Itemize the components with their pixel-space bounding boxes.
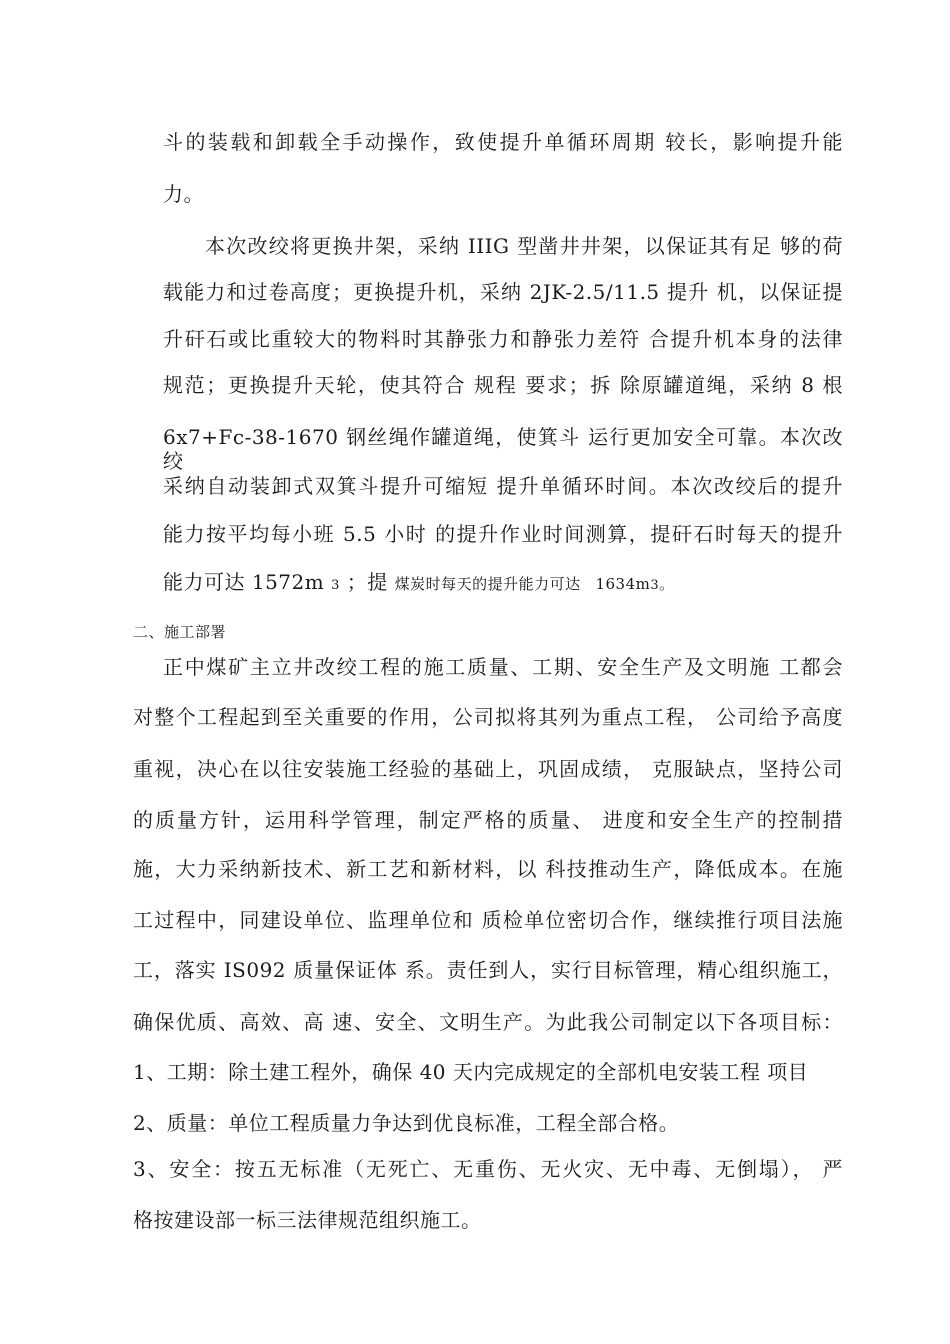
paragraph-line: 斗的装载和卸载全手动操作，致使提升单循环周期 较长，影响提升能 (163, 130, 843, 154)
paragraph-line: 确保优质、高效、高 速、安全、文明生产。为此我公司制定以下各项目标： (133, 1010, 843, 1034)
paragraph-line: 重视，决心在以往安装施工经验的基础上，巩固成绩， 克服缺点，坚持公司 (133, 757, 843, 781)
goal-item: 3、安全：按五无标准（无死亡、无重伤、无火灾、无中毒、无倒塌）， 严 (133, 1157, 843, 1181)
paragraph-line: 采纳自动装卸式双箕斗提升可缩短 提升单循环时间。本次改绞后的提升 (163, 474, 843, 498)
paragraph-line: 本次改绞将更换井架，采纳 IIIG 型凿井井架，以保证其有足 够的荷 (205, 234, 843, 258)
paragraph-line: 工过程中，同建设单位、监理单位和 质检单位密切合作，继续推行项目法施 (133, 908, 843, 932)
goal-item: 2、质量：单位工程质量力争达到优良标准，工程全部合格。 (133, 1111, 680, 1135)
paragraph-line: 对整个工程起到至关重要的作用，公司拟将其列为重点工程， 公司给予高度 (133, 705, 843, 729)
paragraph-line: 升矸石或比重较大的物料时其静张力和静张力差符 合提升机本身的法律 (163, 327, 843, 351)
paragraph-line: 工，落实 IS092 质量保证体 系。责任到人，实行目标管理，精心组织施工， (133, 958, 843, 982)
paragraph-line: 的质量方针，运用科学管理，制定严格的质量、 进度和安全生产的控制措 (133, 808, 843, 832)
paragraph-line: 6x7+Fc-38-1670 钢丝绳作罐道绳，使箕斗 运行更加安全可靠。本次改绞 (163, 425, 843, 473)
paragraph-line: 载能力和过卷高度；更换提升机，采纳 2JK-2.5/11.5 提升 机，以保证提 (163, 280, 843, 304)
section-heading: 二、施工部署 (133, 623, 227, 641)
goal-item: 格按建设部一标三法律规范组织施工。 (133, 1208, 482, 1232)
paragraph-line: 规范；更换提升天轮，使其符合 规程 要求；拆 除原罐道绳，采纳 8 根 (163, 373, 843, 397)
goal-item: 1、工期：除土建工程外，确保 40 天内完成规定的全部机电安装工程 项目 (133, 1060, 809, 1084)
capacity-line: 能力可达 1572m 3 ；提 煤炭时每天的提升能力可达 1634m3。 (163, 570, 675, 594)
paragraph-line: 正中煤矿主立井改绞工程的施工质量、工期、安全生产及文明施 工都会 (163, 655, 843, 679)
paragraph-line: 施，大力采纳新技术、新工艺和新材料，以 科技推动生产，降低成本。在施 (133, 857, 843, 881)
paragraph-line: 力。 (163, 182, 204, 206)
paragraph-line: 能力按平均每小班 5.5 小时 的提升作业时间测算，提矸石时每天的提升 (163, 522, 843, 546)
